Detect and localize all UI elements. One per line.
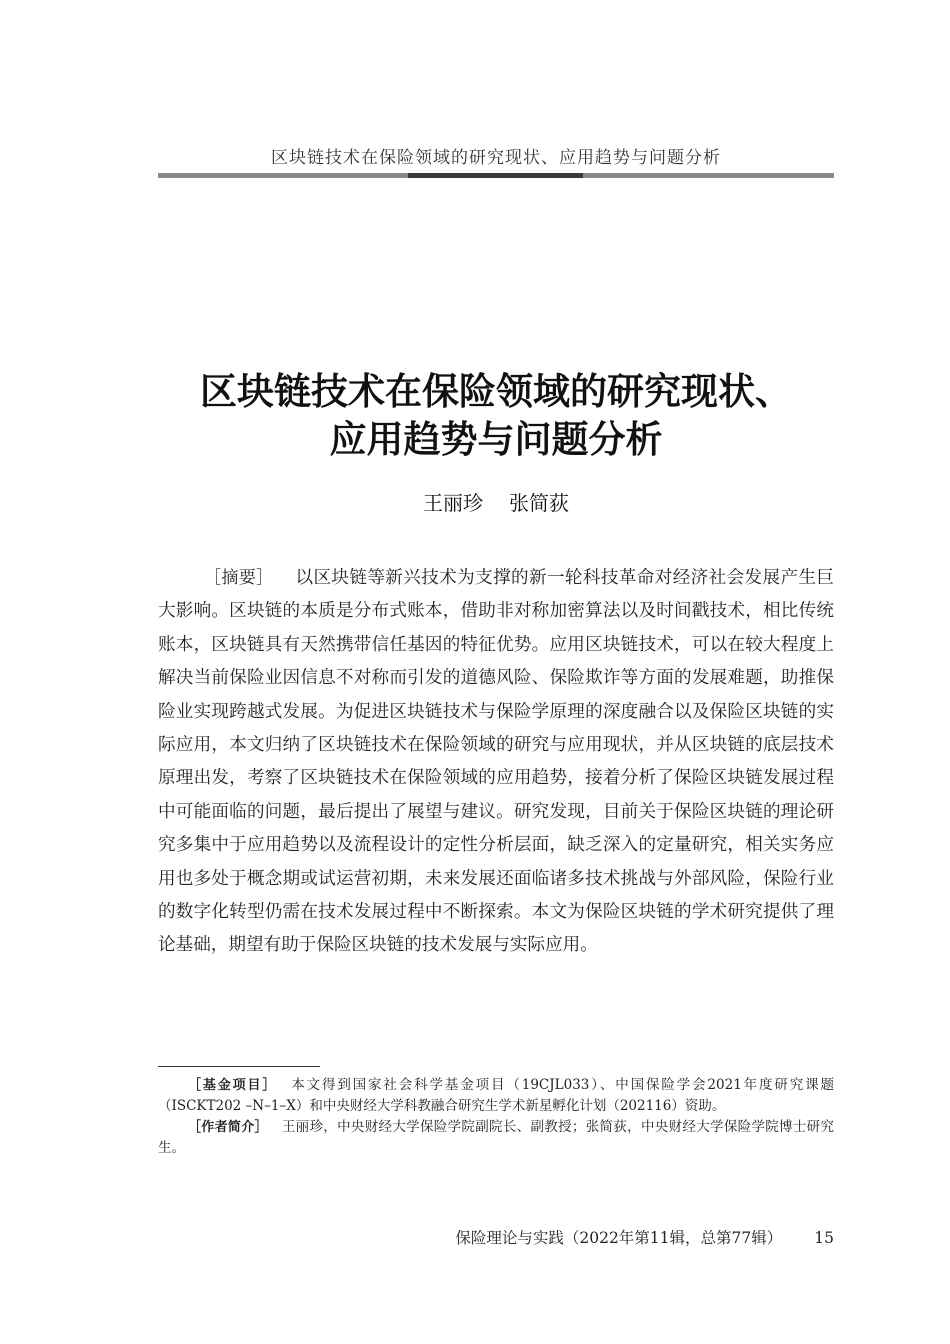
running-head: 区块链技术在保险领域的研究现状、应用趋势与问题分析: [271, 148, 721, 168]
footnote-divider: [158, 1066, 320, 1067]
author-name: 张简荻: [509, 491, 569, 515]
header-rule-accent: [408, 173, 583, 178]
footnotes: [158, 1075, 834, 1159]
footnote-author-bio: [158, 1117, 834, 1159]
abstract-label: ［摘要］: [204, 568, 274, 588]
author-name: 王丽珍: [423, 491, 483, 515]
title-line-2: 应用趋势与问题分析: [329, 418, 663, 461]
footnote-funding: [158, 1075, 834, 1117]
footnote-text: 王丽珍，中央财经大学保险学院副院长、副教授；张简荻，中央财经大学保险学院博士研究生。: [158, 1119, 834, 1156]
page-footer: [455, 1226, 834, 1248]
footnote-label: ［作者简介］: [188, 1120, 268, 1135]
article-title: [100, 368, 892, 464]
title-line-1: 区块链技术在保险领域的研究现状、: [200, 370, 792, 413]
footnote-label: ［基金项目］: [188, 1078, 278, 1093]
author-list: [100, 487, 892, 516]
journal-citation: 保险理论与实践（2022年第11辑，总第77辑）: [455, 1229, 783, 1247]
abstract: [158, 562, 834, 963]
abstract-text: 以区块链等新兴技术为支撑的新一轮科技革命对经济社会发展产生巨大影响。区块链的本质是分布式账本，借助非对称加密算法以及时间戳技术，相比传统账本，区块链具有天然携带信任基因的特征优势。应用区块链技术，可以在较大程度上解决当前保险业因信息不对称而引发的道德风险、保险欺诈等方面的发展难题，助推保险业实现跨越式发展。为促进区块链技术与保险学原理的深度融合以及保险区块链的实际应用，本文归纳了区块链技术在保险领域的研究与应用现状，并从区块链的底层技术原理出发，考察了区块链技术在保险领域的应用趋势，接着分析了保险区块链发展过程中可能面临的问题，最后提出了展望与建议。研究发现，目前关于保险区块链的理论研究多集中于应用趋势以及流程设计的定性分析层面，缺乏深入的定量研究，相关实务应用也多处于概念期或试运营初期，未来发展还面临诸多技术挑战与外部风险，保险行业的数字化转型仍需在技术发展过程中不断探索。本文为保险区块链的学术研究提供了理论基础，期望有助于保险区块链的技术发展与实际应用。: [158, 568, 834, 956]
page-number: 15: [814, 1229, 834, 1247]
footnote-text: 本文得到国家社会科学基金项目（19CJL033）、中国保险学会2021年度研究课题（ISCKT202 –N–1–X）和中央财经大学科教融合研究生学术新星孵化计划（202116）资助。: [158, 1077, 834, 1114]
